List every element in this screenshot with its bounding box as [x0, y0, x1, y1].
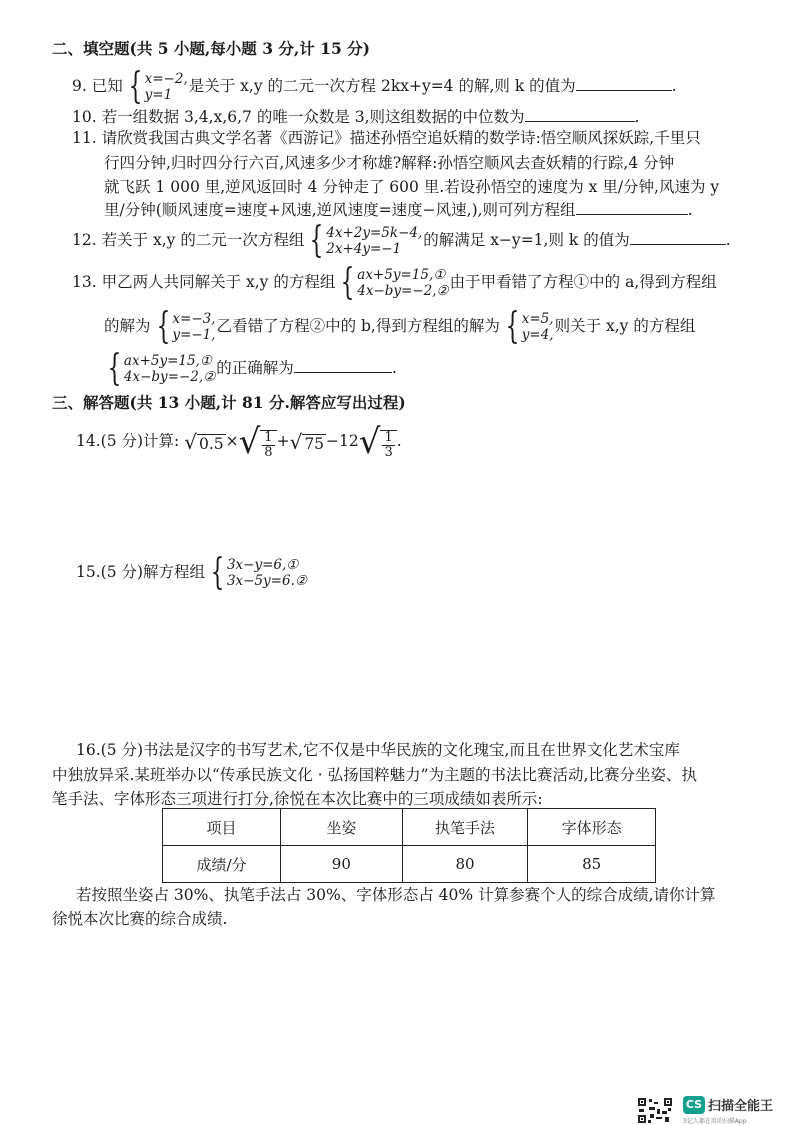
question-10: 10. 若一组数据 3,4,x,6,7 的唯一众数是 3,则这组数据的中位数为 . — [72, 108, 640, 126]
q10-answer-blank[interactable] — [525, 107, 635, 122]
q14-sqrt-frac-1: √ $\frac{1}{8}$ — [239, 424, 277, 460]
q9-text: 是关于 x,y 的二元一次方程 2kx+y=4 的解,则 k 的值为 — [188, 77, 576, 95]
table-cell: 成绩/分 — [163, 846, 281, 883]
section-title-solve: 三、解答题(共 13 小题,计 81 分.解答应写出过程) — [52, 393, 406, 412]
question-16-line5: 徐悦本次比赛的综合成绩. — [52, 910, 228, 928]
table-cell: 85 — [528, 846, 656, 883]
question-12: 12. 若关于 x,y 的二元一次方程组 { 4x+2y=5k−4, 2x+4y=−1 的解满足 x−y=1,则 k 的值为 . — [72, 220, 731, 261]
question-16-line1: 16.(5 分)书法是汉字的书写艺术,它不仅是中华民族的文化瑰宝,而且在世界文化艺术宝库 — [76, 741, 680, 759]
question-13-line3: { ax+5y=15,① 4x−by=−2,② 的正确解为 . — [102, 348, 397, 388]
app-tagline: 3亿人都在用的扫描App — [683, 1118, 747, 1125]
table-header-cell: 字体形态 — [528, 809, 656, 846]
question-11-line4: 里/分钟(顺风速度=速度+风速,逆风速度=速度−风速,),则可列方程组 . — [104, 201, 693, 219]
q9-prefix: 9. 已知 — [72, 77, 123, 95]
table-header-row — [163, 809, 656, 846]
q12-system: { 4x+2y=5k−4, 2x+4y=−1 — [309, 220, 423, 261]
table-cell: 90 — [280, 846, 402, 883]
q13-system: { ax+5y=15,① 4x−by=−2,② — [340, 262, 449, 303]
q13-answer-blank[interactable] — [294, 358, 392, 373]
table-header-cell: 执笔手法 — [402, 809, 528, 846]
q10-text: 10. 若一组数据 3,4,x,6,7 的唯一众数是 3,则这组数据的中位数为 — [72, 108, 525, 126]
q13-solution-1: { x=−3, y=−1, — [156, 306, 216, 347]
question-13-line1: 13. 甲乙两人共同解关于 x,y 的方程组 { ax+5y=15,① 4x−by=−2,② 由于甲看错了方程①中的 a,得到方程组 — [72, 262, 717, 303]
question-16-line4: 若按照坐姿占 30%、执笔手法占 30%、字体形态占 40% 计算参赛个人的综合成绩,请你计算 — [76, 886, 716, 904]
section-title-fill-blank: 二、填空题(共 5 小题,每小题 3 分,计 15 分) — [52, 39, 370, 58]
q12-answer-blank[interactable] — [630, 230, 726, 245]
app-logo-badge: CS — [683, 1096, 705, 1114]
q9-answer-blank[interactable] — [576, 76, 672, 91]
question-9: 9. 已知 { x=−2, y=1 是关于 x,y 的二元一次方程 2kx+y=4 的解,则 k 的值为 . — [72, 66, 677, 107]
table-row — [163, 846, 656, 883]
question-11-line3: 就飞跃 1 000 里,逆风返回时 4 分钟走了 600 里.若设孙悟空的速度为 x 里/分钟,风速为 y — [104, 178, 720, 196]
q13-system-again: { ax+5y=15,① 4x−by=−2,② — [107, 348, 216, 389]
question-15: 15.(5 分)解方程组 { 3x−y=6,① 3x−5y=6.② — [76, 552, 307, 593]
q9-system: { x=−2, y=1 — [128, 66, 188, 107]
app-name: 扫描全能王 — [708, 1099, 774, 1114]
question-11-line1: 11. 请欣赏我国古典文学名著《西游记》描述孙悟空追妖精的数学诗:悟空顺风探妖踪,千里只 — [72, 129, 701, 147]
question-11-line2: 行四分钟,归时四分行六百,风速多少才称雄?解释:孙悟空顺风去查妖精的行踪,4 分钟 — [104, 154, 675, 172]
q14-sqrt-2: √ 75 — [289, 430, 325, 454]
q11-answer-blank[interactable] — [576, 200, 688, 215]
table-header-cell: 坐姿 — [280, 809, 402, 846]
q14-sqrt-frac-2: √ $\frac{1}{3}$ — [359, 424, 397, 460]
q9-row2: y=1 — [144, 87, 173, 103]
qr-code-icon — [637, 1097, 673, 1124]
question-16-line3: 笔手法、字体形态三项进行打分,徐悦在本次比赛中的三项成绩如表所示: — [52, 790, 543, 808]
question-16-line2: 中独放异采.某班举办以“传承民族文化 · 弘扬国粹魅力”为主题的书法比赛活动,比赛分坐姿、执 — [52, 766, 697, 784]
question-14: 14.(5 分)计算: √ 0.5 × √ $\frac{1}{8}$ + √ 75 −12 √ $\frac{1}{3}$ . — [76, 422, 402, 462]
score-table — [162, 808, 656, 883]
table-header-cell: 项目 — [163, 809, 281, 846]
q9-row1: x=−2, — [144, 71, 188, 87]
table-cell: 80 — [402, 846, 528, 883]
q15-system: { 3x−y=6,① 3x−5y=6.② — [210, 552, 307, 593]
question-13-line2: 的解为 { x=−3, y=−1, 乙看错了方程②中的 b,得到方程组的解为 { x=5, y=4, 则关于 x,y 的方程组 — [104, 306, 696, 347]
q13-solution-2: { x=5, y=4, — [505, 306, 554, 347]
q14-sqrt-1: √ 0.5 — [184, 430, 224, 454]
